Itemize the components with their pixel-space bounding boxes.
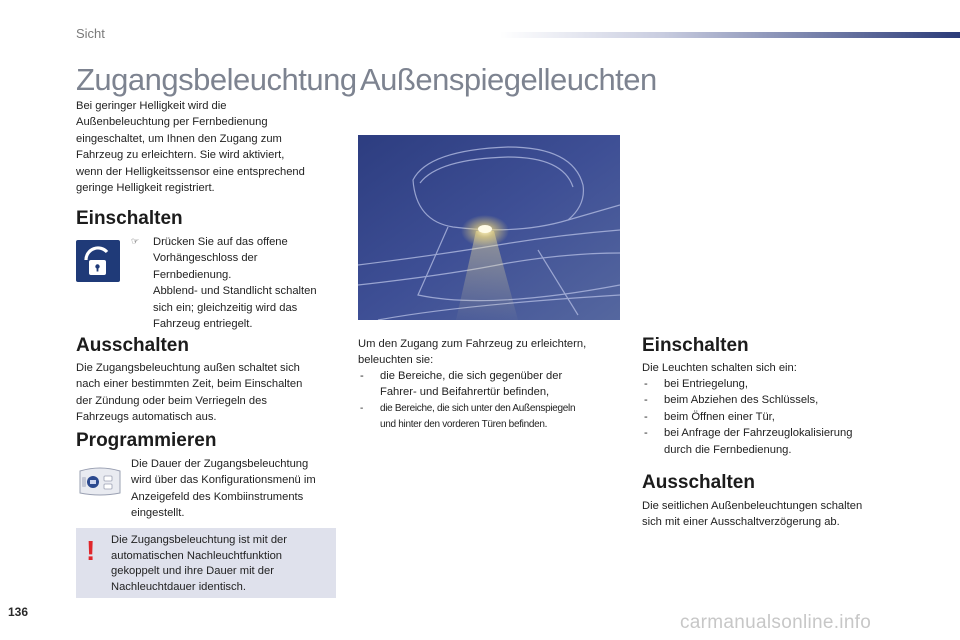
einschalten-right-list bbox=[642, 376, 912, 458]
title-aussenspiegelleuchten: Außenspiegelleuchten bbox=[360, 62, 657, 97]
section-title: Sicht bbox=[76, 26, 105, 41]
ausschalten-left-text: Die Zugangsbeleuchtung außen schaltet sich nach einer bestimmten Zeit, beim Einschalten der Zündung oder beim Verriegeln des Fahrzeugs automatisch aus. bbox=[76, 362, 303, 424]
einschalten-left-text: ☞ Drücken Sie auf das offene Vorhängeschloss der Fernbedienung. Abblend- und Standlicht schalten sich ein; gleichzeitig wird das Fahrzeug entriegelt. bbox=[131, 236, 317, 331]
instrument-panel-icon bbox=[76, 463, 124, 499]
mirror-lamp-illustration bbox=[358, 135, 620, 320]
intro-zugangsbeleuchtung: Bei geringer Helligkeit wird die Außenbeleuchtung per Fernbedienung eingeschaltet, um Ihnen den Zugang zum Fahrzeug zu erleichtern. Sie wird aktiviert, wenn der Helligkeitssensor eine entsprechend geringe Helligkeit registriert. bbox=[76, 100, 305, 195]
list-item: - beim Öffnen einer Tür, bbox=[644, 410, 775, 423]
aussenspiegel-intro: Um den Zugang zum Fahrzeug zu erleichtern, beleuchten sie: bbox=[358, 338, 587, 367]
list-item: - bei Anfrage der Fahrzeuglokalisierung durch die Fernbedienung. bbox=[644, 427, 853, 456]
padlock-open-icon bbox=[76, 240, 120, 282]
heading-einschalten-right: Einschalten bbox=[642, 335, 749, 356]
page-number: 136 bbox=[8, 605, 29, 619]
heading-programmieren: Programmieren bbox=[76, 430, 217, 451]
heading-ausschalten-left: Ausschalten bbox=[76, 335, 189, 356]
programmieren-text: Die Dauer der Zugangsbeleuchtung wird über das Konfigurationsmenü im Anzeigefeld des Kombiinstruments eingestellt. bbox=[131, 458, 316, 520]
list-item: - die Bereiche, die sich unter den Außenspiegeln und hinter den vorderen Türen befinden. bbox=[360, 402, 576, 430]
list-item: - beim Abziehen des Schlüssels, bbox=[644, 394, 819, 407]
warning-note-text: Die Zugangsbeleuchtung ist mit der automatischen Nachleuchtfunktion gekoppelt und ihre Dauer mit der Nachleuchtdauer identisch. bbox=[111, 534, 287, 593]
heading-einschalten-left: Einschalten bbox=[76, 208, 183, 229]
title-zugangsbeleuchtung: Zugangsbeleuchtung bbox=[76, 62, 357, 97]
list-item: - die Bereiche, die sich gegenüber der Fahrer- und Beifahrertür befinden, bbox=[360, 370, 563, 399]
list-item: - bei Entriegelung, bbox=[644, 378, 748, 390]
einschalten-right-intro: Die Leuchten schalten sich ein: bbox=[642, 362, 797, 374]
header-bar bbox=[500, 32, 960, 38]
bullet-icon: ☞ bbox=[131, 237, 140, 247]
aussenspiegel-list bbox=[358, 368, 628, 433]
warning-icon: ! bbox=[86, 535, 96, 566]
watermark: carmanualsonline.info bbox=[680, 612, 872, 633]
heading-ausschalten-right: Ausschalten bbox=[642, 472, 755, 493]
ausschalten-right-text: Die seitlichen Außenbeleuchtungen schalten sich mit einer Ausschaltverzögerung ab. bbox=[642, 500, 863, 529]
